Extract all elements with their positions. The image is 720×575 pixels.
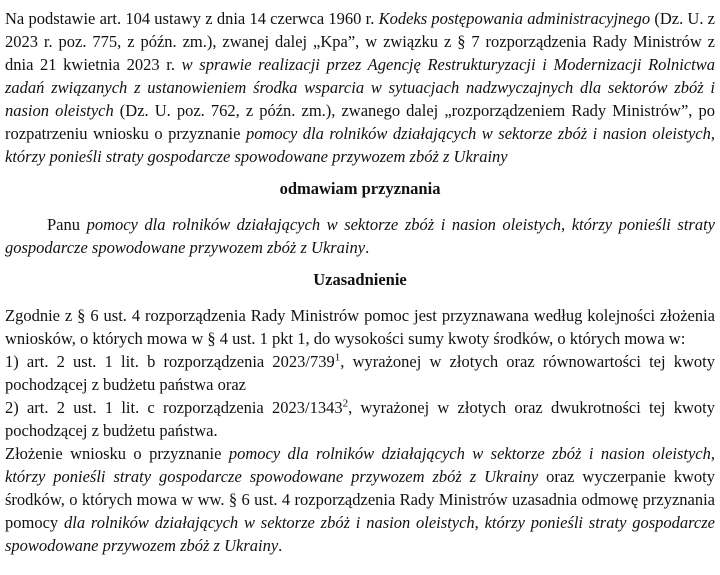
text-segment: 2) art. 2 ust. 1 lit. c rozporządzenia 2023/1343 <box>5 398 343 417</box>
justification-conclusion-paragraph <box>5 442 715 557</box>
text-segment: Kodeks postępowania administracyjnego <box>378 9 651 28</box>
list-item-2 <box>5 396 715 442</box>
text-segment: . <box>365 238 370 257</box>
text-segment: , wyrażonej w złotych oraz dwukrotności tej kwoty pochodzącej z budżetu państwa. <box>5 398 715 440</box>
text-segment: pomocy dla rolników działających w sektorze zbóż i nasion oleistych, którzy ponieśli straty gospodarcze spowodowane przywozem zbóż z Ukrainy <box>5 124 716 166</box>
text-segment: Panu <box>47 215 87 234</box>
legal-basis-paragraph <box>5 7 715 168</box>
list-item-1 <box>5 350 715 396</box>
text-segment: Złożenie wniosku o przyznanie <box>5 444 229 463</box>
text-segment: Zgodnie z § 6 ust. 4 rozporządzenia Rady Ministrów pomoc jest przyznawana według kolejności złożenia wniosków, o których mowa w § 4 ust. 1 pkt 1, do wysokości sumy kwoty środków, o których mowa w: <box>5 306 715 348</box>
text-segment: (Dz. U. z 2023 r. poz. 775, z późn. zm.), zwanej dalej „Kpa”, w związku z § 7 rozporządzenia Rady Ministrów z dnia 21 kwietnia 2023 r. <box>5 9 716 74</box>
justification-intro-paragraph <box>5 304 715 350</box>
decision-heading-label: odmawiam przyznania <box>279 179 441 198</box>
text-segment: pomocy dla rolników działających w sektorze zbóż i nasion oleistych, którzy ponieśli straty gospodarcze spowodowane przywozem zbóż z Ukrainy <box>5 215 716 257</box>
text-segment: Na podstawie art. 104 ustawy z dnia 14 czerwca 1960 r. <box>5 9 379 28</box>
text-segment: 1) art. 2 ust. 1 lit. b rozporządzenia 2023/739 <box>5 352 335 371</box>
text-segment: oraz wyczerpanie kwoty środków, o których mowa w ww. § 6 ust. 4 rozporządzenia Rady Ministrów uzasadnia odmowę przyznania pomocy <box>5 467 715 532</box>
text-segment: dla rolników działających w sektorze zbóż i nasion oleistych, którzy ponieśli straty gospodarcze spowodowane przywozem zbóż z Ukrainy <box>5 513 715 555</box>
text-segment: (Dz. U. poz. 762, z późn. zm.), zwanego dalej „rozporządzeniem Rady Ministrów”, po rozpatrzeniu wniosku o przyznanie <box>5 101 715 143</box>
decision-paragraph <box>5 213 715 259</box>
document-body <box>5 7 715 557</box>
footnote-marker: 1 <box>334 351 341 364</box>
decision-heading <box>5 177 715 200</box>
text-segment: . <box>278 536 283 555</box>
justification-heading-label: Uzasadnienie <box>313 270 407 289</box>
footnote-marker: 2 <box>342 397 349 410</box>
text-segment: w sprawie realizacji przez Agencję Restrukturyzacji i Modernizacji Rolnictwa zadań związanych z ustanowieniem środka wsparcia w sytuacjach nadzwyczajnych dla sektorów zbóż i nasion oleistych <box>5 55 715 120</box>
justification-heading <box>5 268 715 291</box>
text-segment: , wyrażonej w złotych oraz równowartości tej kwoty pochodzącej z budżetu państwa oraz <box>5 352 715 394</box>
text-segment: pomocy dla rolników działających w sektorze zbóż i nasion oleistych, którzy ponieśli straty gospodarcze spowodowane przywozem zbóż z Ukrainy <box>5 444 716 486</box>
